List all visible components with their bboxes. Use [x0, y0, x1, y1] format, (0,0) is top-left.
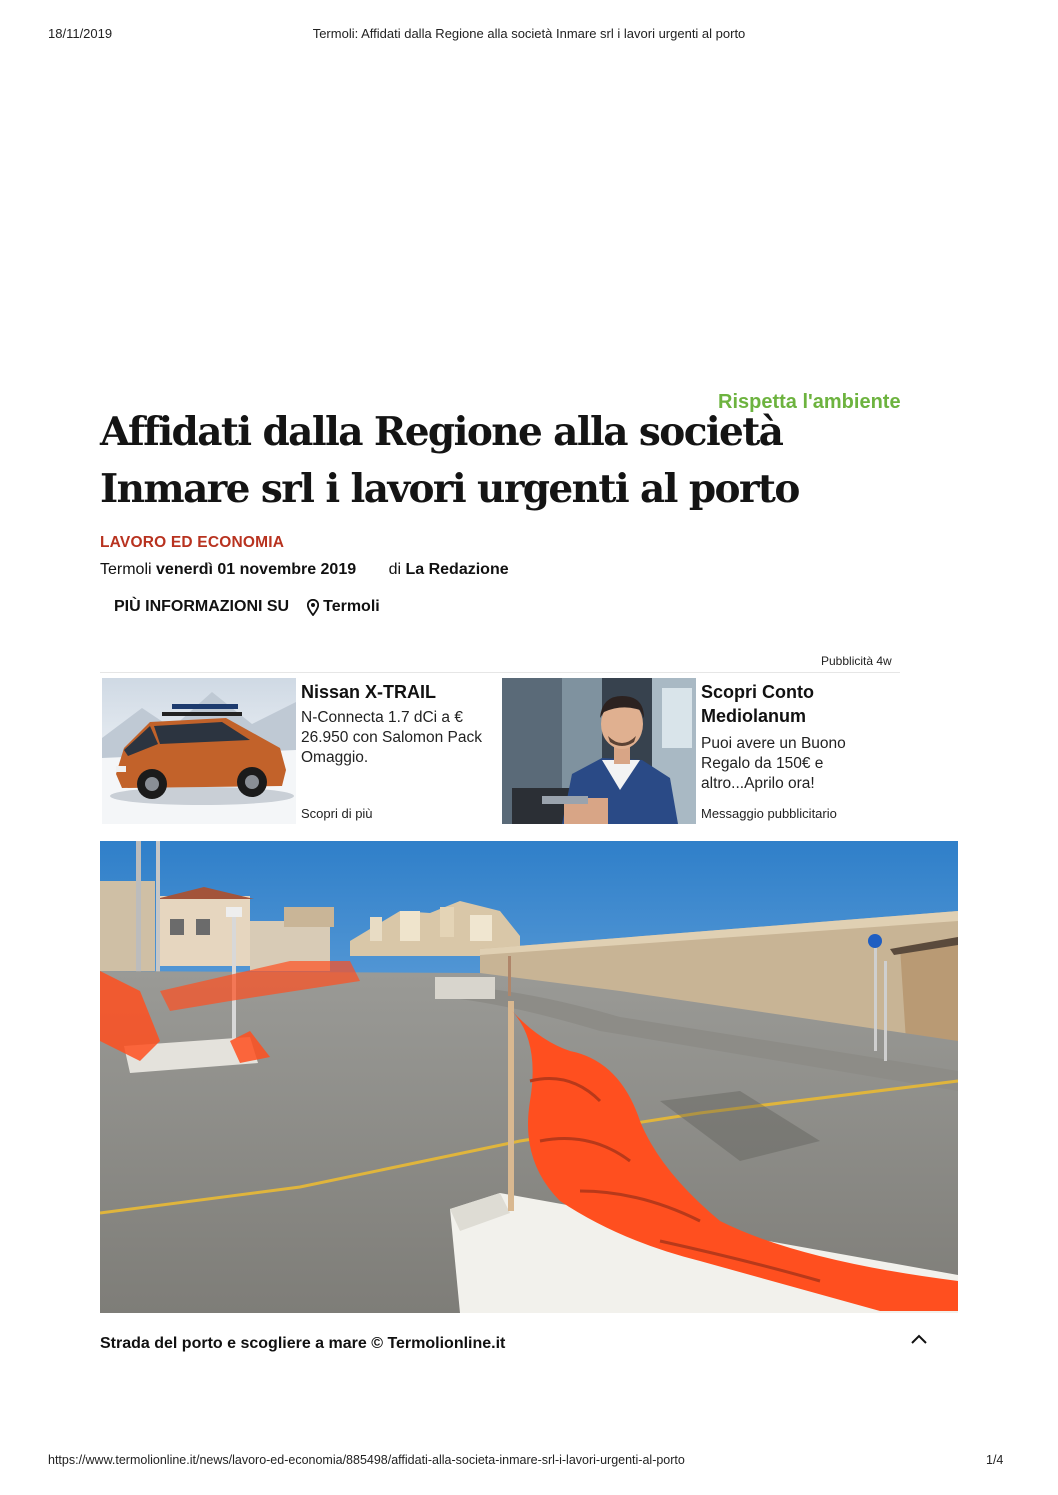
- ad-text[interactable]: N-Connecta 1.7 dCi a € 26.950 con Salomon Pack Omaggio.: [301, 709, 482, 766]
- ad-title[interactable]: Nissan X-TRAIL: [301, 682, 437, 702]
- category-link[interactable]: LAVORO ED ECONOMIA: [100, 534, 285, 551]
- more-info-row: [114, 598, 380, 616]
- map-pin-icon: [307, 599, 319, 616]
- byline-author-prefix: di: [388, 561, 402, 578]
- orange-suv-image[interactable]: [102, 678, 296, 824]
- byline-author[interactable]: La Redazione: [405, 561, 509, 578]
- ad-cta[interactable]: Scopri di più: [301, 806, 373, 821]
- ad-divider: [100, 672, 900, 673]
- article-photo[interactable]: [100, 841, 958, 1313]
- businessman-image[interactable]: [502, 678, 696, 824]
- more-info-label: PIÙ INFORMAZIONI SU: [114, 598, 290, 615]
- ad-label: Pubblicità 4w: [821, 654, 892, 668]
- print-date: 18/11/2019: [48, 26, 113, 41]
- location-tag-label[interactable]: Termoli: [323, 598, 380, 615]
- photo-caption: Strada del porto e scogliere a mare © Termolionline.it: [100, 1335, 506, 1352]
- eco-link[interactable]: Rispetta l'ambiente: [718, 391, 901, 413]
- location-tag[interactable]: [307, 598, 380, 616]
- ad-title[interactable]: Scopri Conto Mediolanum: [701, 682, 814, 726]
- print-url: https://www.termolionline.it/news/lavoro-ed-economia/885498/affidati-alla-societa-inmare-srl-i-lavori-urgenti-al-porto: [48, 1453, 685, 1467]
- ad-text[interactable]: Puoi avere un Buono Regalo da 150€ e altro...Aprilo ora!: [701, 735, 846, 792]
- article-headline: Affidati dalla Regione alla società Inmare srl i lavori urgenti al porto: [100, 409, 799, 512]
- ad-cta[interactable]: Messaggio pubblicitario: [701, 806, 837, 821]
- byline: [100, 561, 509, 579]
- byline-place: Termoli: [100, 561, 152, 578]
- chevron-up-icon[interactable]: [908, 1331, 930, 1347]
- byline-date: venerdì 01 novembre 2019: [156, 561, 357, 578]
- print-page-title: Termoli: Affidati dalla Regione alla società Inmare srl i lavori urgenti al porto: [312, 26, 746, 41]
- ad-card-nissan[interactable]: [100, 678, 495, 828]
- print-page-number: 1/4: [986, 1453, 1004, 1467]
- ad-card-mediolanum[interactable]: [500, 678, 895, 828]
